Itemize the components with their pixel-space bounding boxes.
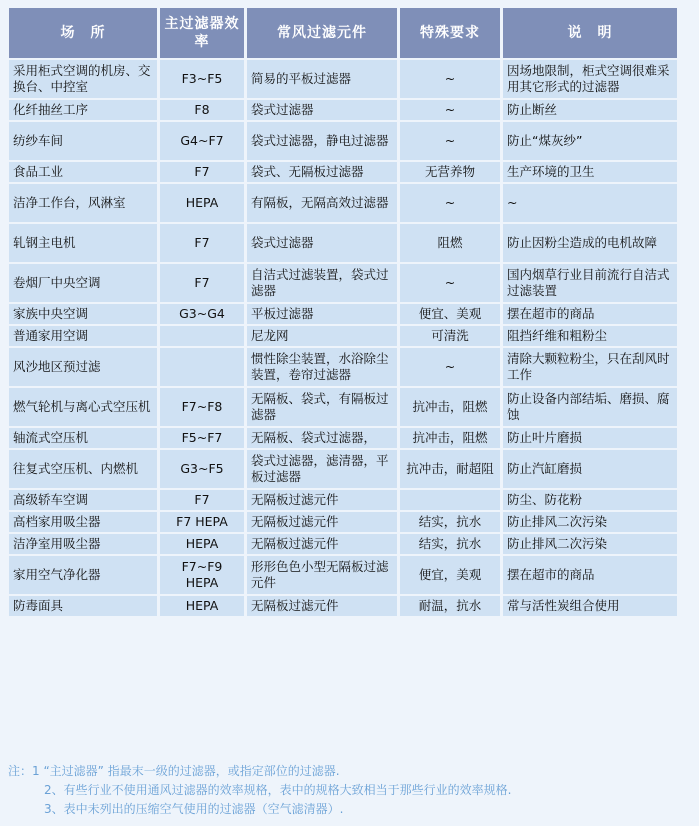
table-row <box>9 450 677 488</box>
cell-special: 便宜，美观 <box>400 556 500 594</box>
cell-special: 结实，抗水 <box>400 512 500 532</box>
cell-note: 防止断丝 <box>503 100 677 120</box>
cell-efficiency: G3~G4 <box>160 304 244 324</box>
cell-note: 摆在超市的商品 <box>503 556 677 594</box>
cell-note: 因场地限制，柜式空调很难采用其它形式的过滤器 <box>503 60 677 98</box>
table-row <box>9 264 677 302</box>
cell-filter-type: 尼龙网 <box>247 326 397 346</box>
cell-filter-type: 无隔板过滤元件 <box>247 534 397 554</box>
cell-efficiency <box>160 348 244 386</box>
cell-efficiency: HEPA <box>160 596 244 616</box>
cell-place: 洁净室用吸尘器 <box>9 534 157 554</box>
cell-note: 防尘、防花粉 <box>503 490 677 510</box>
cell-place: 往复式空压机、内燃机 <box>9 450 157 488</box>
cell-efficiency: G4~F7 <box>160 122 244 160</box>
table-row <box>9 348 677 386</box>
cell-special: 可清洗 <box>400 326 500 346</box>
cell-place: 家族中央空调 <box>9 304 157 324</box>
cell-note: 国内烟草行业目前流行自洁式过滤装置 <box>503 264 677 302</box>
cell-note: 常与活性炭组合使用 <box>503 596 677 616</box>
table-row <box>9 184 677 222</box>
cell-special: ~ <box>400 122 500 160</box>
cell-efficiency <box>160 326 244 346</box>
cell-filter-type: 无隔板过滤元件 <box>247 596 397 616</box>
cell-place: 洁净工作台，风淋室 <box>9 184 157 222</box>
table-row <box>9 428 677 448</box>
cell-filter-type: 形形色色小型无隔板过滤元件 <box>247 556 397 594</box>
cell-note: 防止设备内部结垢、磨损、腐蚀 <box>503 388 677 426</box>
cell-filter-type: 自洁式过滤装置，袋式过滤器 <box>247 264 397 302</box>
cell-filter-type: 无隔板、袋式过滤器， <box>247 428 397 448</box>
cell-note: ~ <box>503 184 677 222</box>
cell-efficiency: F7~F9 HEPA <box>160 556 244 594</box>
cell-filter-type: 袋式过滤器 <box>247 224 397 262</box>
table-row <box>9 490 677 510</box>
cell-efficiency: F5~F7 <box>160 428 244 448</box>
cell-special: ~ <box>400 184 500 222</box>
cell-note: 防止汽缸磨损 <box>503 450 677 488</box>
cell-efficiency: F7 <box>160 162 244 182</box>
header-place: 场 所 <box>9 8 157 58</box>
cell-special: 抗冲击，阻燃 <box>400 428 500 448</box>
cell-place: 轧钢主电机 <box>9 224 157 262</box>
filter-application-table <box>6 6 680 618</box>
cell-special: 便宜、美观 <box>400 304 500 324</box>
cell-place: 卷烟厂中央空调 <box>9 264 157 302</box>
cell-place: 化纤抽丝工序 <box>9 100 157 120</box>
cell-place: 普通家用空调 <box>9 326 157 346</box>
cell-special: 抗冲击，阻燃 <box>400 388 500 426</box>
cell-place: 风沙地区预过滤 <box>9 348 157 386</box>
cell-filter-type: 无隔板、袋式，有隔板过滤器 <box>247 388 397 426</box>
cell-place: 高档家用吸尘器 <box>9 512 157 532</box>
cell-place: 防毒面具 <box>9 596 157 616</box>
cell-special: 耐温，抗水 <box>400 596 500 616</box>
cell-efficiency: F3~F5 <box>160 60 244 98</box>
cell-filter-type: 平板过滤器 <box>247 304 397 324</box>
cell-note: 摆在超市的商品 <box>503 304 677 324</box>
footnotes <box>8 762 698 819</box>
cell-note: 生产环境的卫生 <box>503 162 677 182</box>
cell-special: ~ <box>400 60 500 98</box>
table-row <box>9 534 677 554</box>
cell-efficiency: HEPA <box>160 534 244 554</box>
cell-special: ~ <box>400 348 500 386</box>
cell-note: 清除大颗粒粉尘，只在刮风时工作 <box>503 348 677 386</box>
table-row <box>9 512 677 532</box>
table-row <box>9 304 677 324</box>
footnote-1: 注：1 “主过滤器” 指最末一级的过滤器，或指定部位的过滤器. <box>8 764 340 778</box>
cell-place: 纺纱车间 <box>9 122 157 160</box>
table-row <box>9 224 677 262</box>
cell-note: 防止“煤灰纱” <box>503 122 677 160</box>
cell-note: 阻挡纤维和粗粉尘 <box>503 326 677 346</box>
table-row <box>9 60 677 98</box>
header-note: 说 明 <box>503 8 677 58</box>
cell-special: 抗冲击，耐超阻 <box>400 450 500 488</box>
cell-special: 无营养物 <box>400 162 500 182</box>
cell-note: 防止因粉尘造成的电机故障 <box>503 224 677 262</box>
cell-efficiency: F7 HEPA <box>160 512 244 532</box>
cell-efficiency: G3~F5 <box>160 450 244 488</box>
cell-efficiency: F7 <box>160 224 244 262</box>
cell-efficiency: F7 <box>160 264 244 302</box>
cell-efficiency: F7 <box>160 490 244 510</box>
table-header-row <box>9 8 677 58</box>
cell-efficiency: F7~F8 <box>160 388 244 426</box>
cell-filter-type: 惯性除尘装置，水浴除尘装置，卷帘过滤器 <box>247 348 397 386</box>
cell-place: 燃气轮机与离心式空压机 <box>9 388 157 426</box>
table-row <box>9 556 677 594</box>
cell-filter-type: 袋式过滤器 <box>247 100 397 120</box>
footnote-3: 3、表中未列出的压缩空气使用的过滤器（空气滤清器）. <box>44 802 344 816</box>
cell-filter-type: 袋式、无隔板过滤器 <box>247 162 397 182</box>
cell-note: 防止排风二次污染 <box>503 534 677 554</box>
cell-filter-type: 袋式过滤器，静电过滤器 <box>247 122 397 160</box>
cell-place: 轴流式空压机 <box>9 428 157 448</box>
cell-place: 高级轿车空调 <box>9 490 157 510</box>
footnote-2: 2、有些行业不使用通风过滤器的效率规格，表中的规格大致相当于那些行业的效率规格. <box>44 783 512 797</box>
cell-filter-type: 简易的平板过滤器 <box>247 60 397 98</box>
table-row <box>9 596 677 616</box>
cell-filter-type: 无隔板过滤元件 <box>247 512 397 532</box>
cell-special: 阻燃 <box>400 224 500 262</box>
cell-filter-type: 无隔板过滤元件 <box>247 490 397 510</box>
cell-special: ~ <box>400 100 500 120</box>
cell-place: 采用柜式空调的机房、交换台、中控室 <box>9 60 157 98</box>
cell-efficiency: HEPA <box>160 184 244 222</box>
cell-filter-type: 有隔板，无隔高效过滤器 <box>247 184 397 222</box>
cell-special <box>400 490 500 510</box>
header-efficiency: 主过滤器效率 <box>160 8 244 58</box>
header-filter-type: 常风过滤元件 <box>247 8 397 58</box>
table-row <box>9 122 677 160</box>
cell-special: ~ <box>400 264 500 302</box>
table-row <box>9 326 677 346</box>
cell-place: 家用空气净化器 <box>9 556 157 594</box>
cell-efficiency: F8 <box>160 100 244 120</box>
cell-note: 防止叶片磨损 <box>503 428 677 448</box>
table-row <box>9 100 677 120</box>
table-row <box>9 162 677 182</box>
cell-place: 食品工业 <box>9 162 157 182</box>
table-row <box>9 388 677 426</box>
cell-note: 防止排风二次污染 <box>503 512 677 532</box>
header-special: 特殊要求 <box>400 8 500 58</box>
cell-filter-type: 袋式过滤器，滤清器，平板过滤器 <box>247 450 397 488</box>
cell-special: 结实，抗水 <box>400 534 500 554</box>
